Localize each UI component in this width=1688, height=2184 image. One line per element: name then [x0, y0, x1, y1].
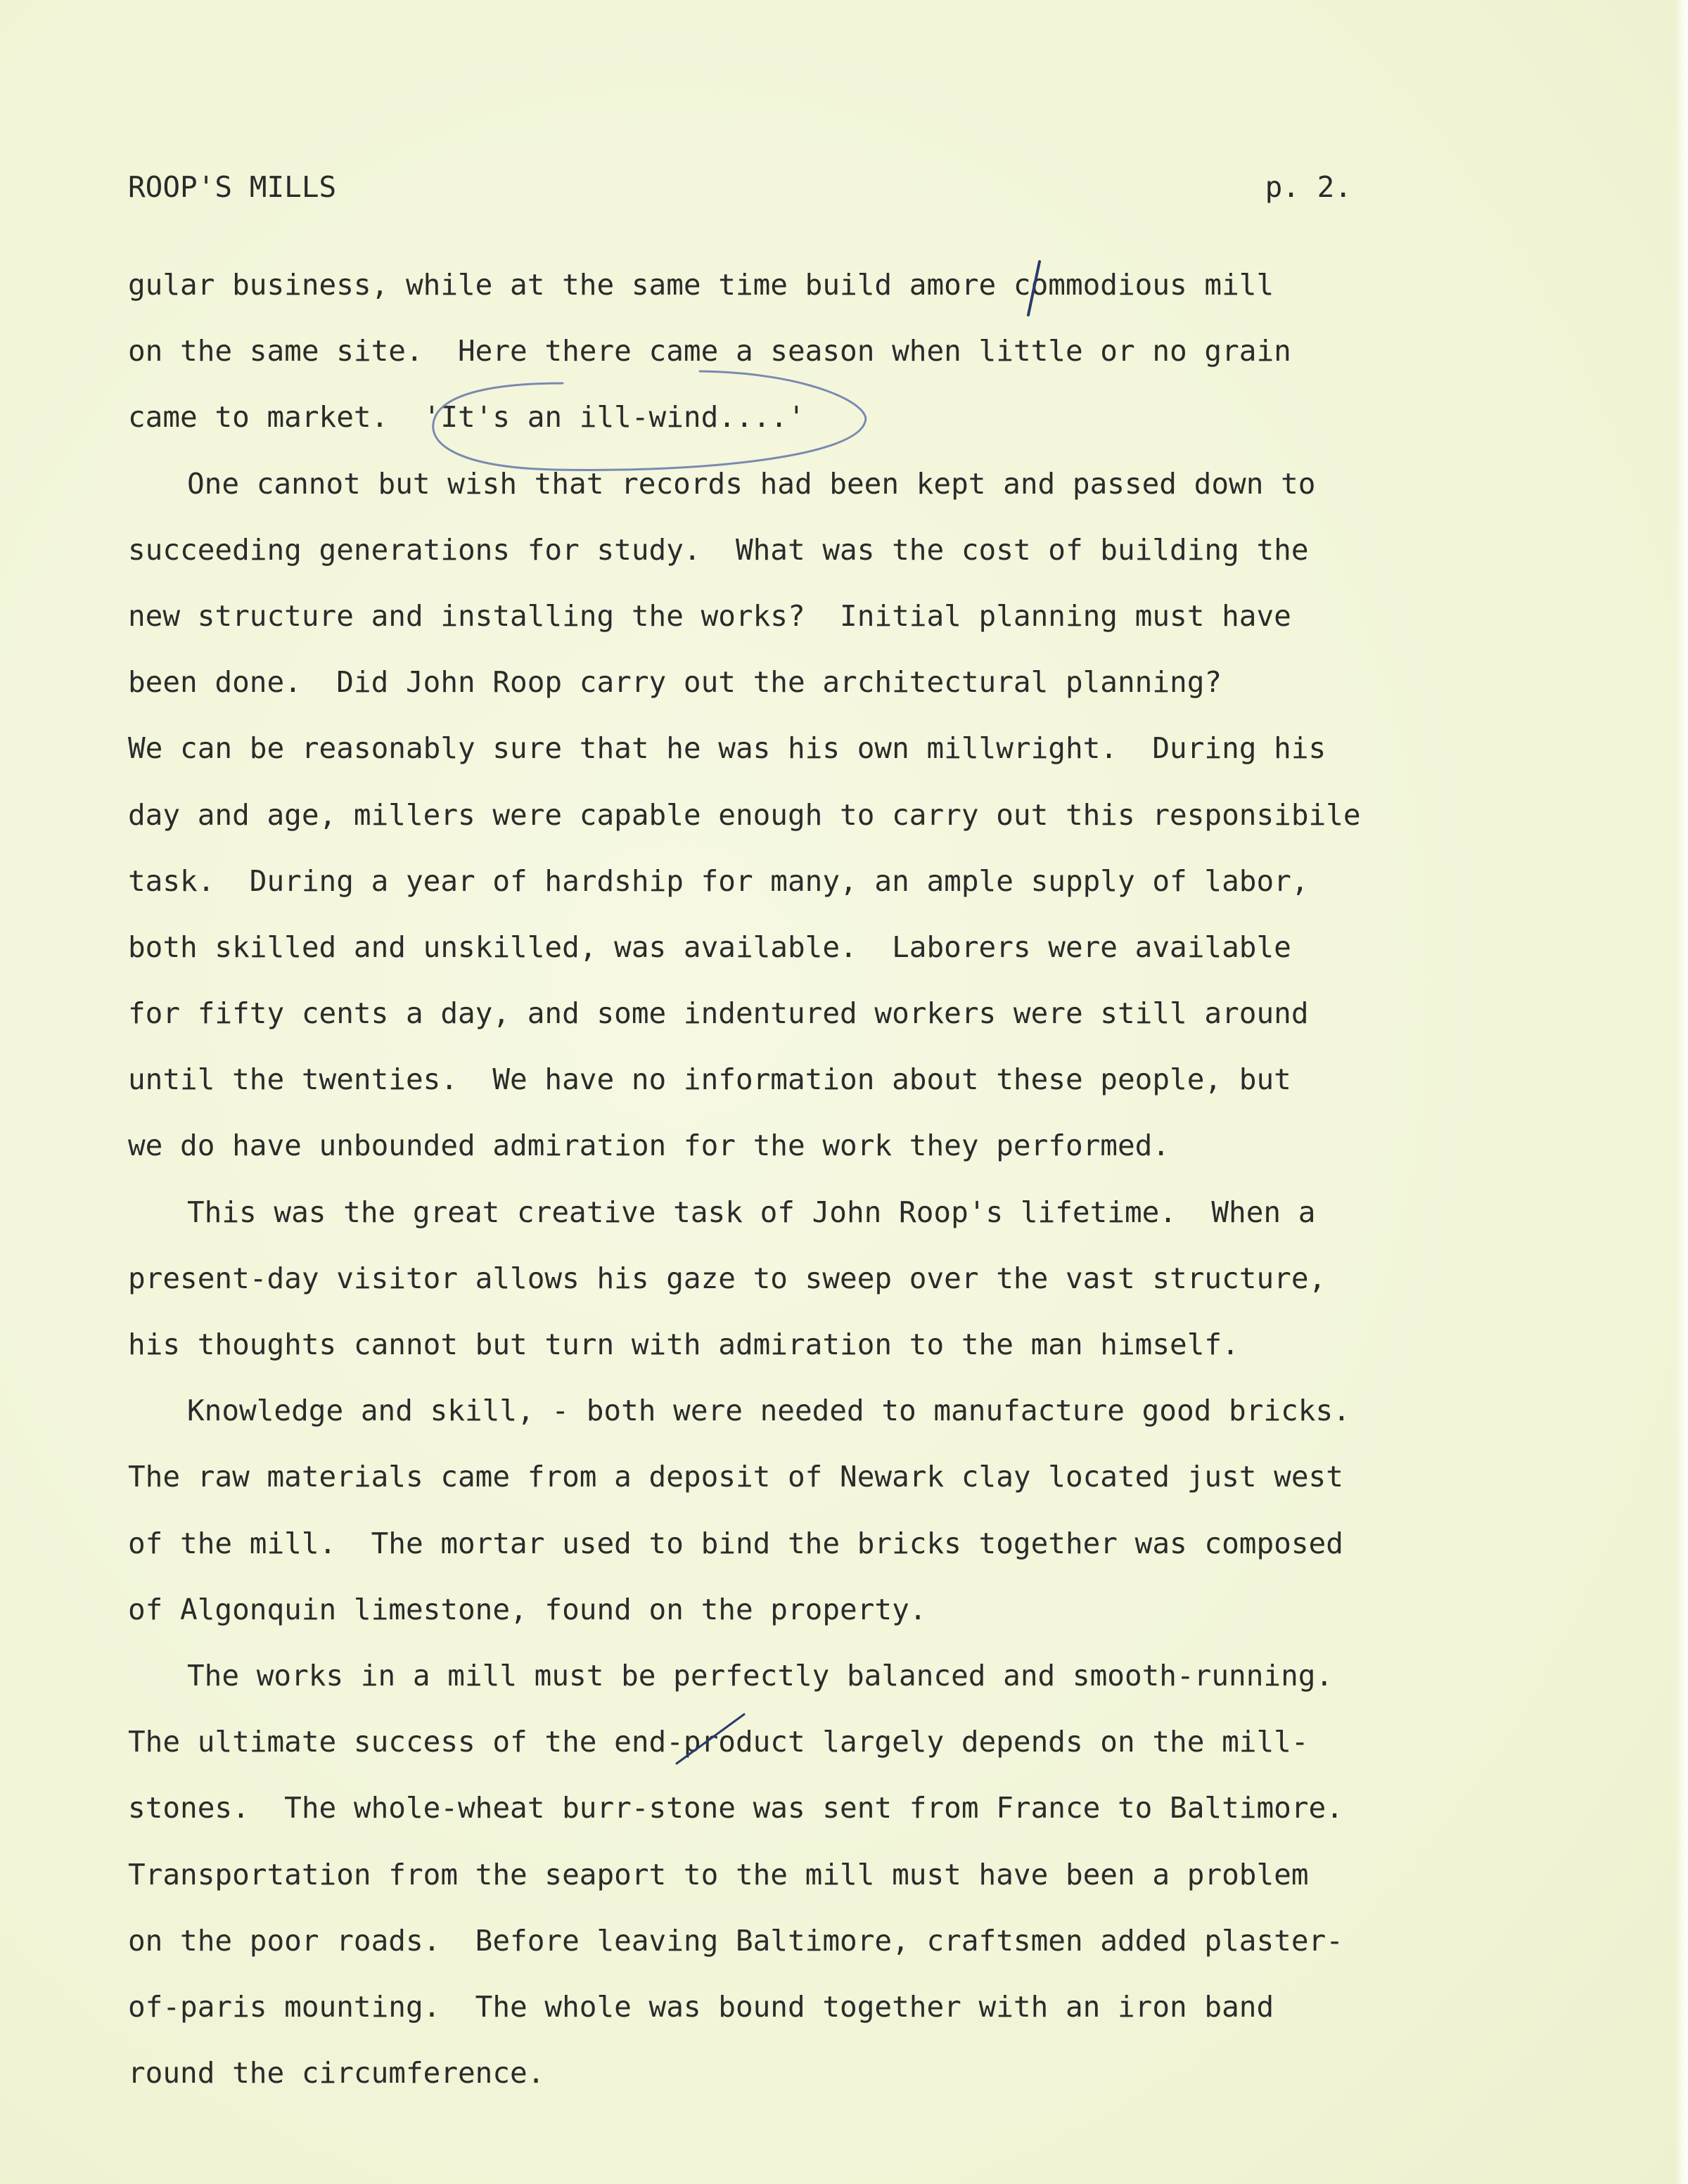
text-line: day and age, millers were capable enough to carry out this responsibile — [128, 797, 1361, 832]
text-line: been done. Did John Roop carry out the architectural planning? — [128, 665, 1222, 700]
typed-body — [128, 260, 1577, 2114]
text-line: succeeding generations for study. What was the cost of building the — [128, 532, 1309, 567]
text-line: his thoughts cannot but turn with admiration to the man himself. — [128, 1328, 1239, 1361]
page-number: p. 2. — [1265, 170, 1352, 204]
text-line: round the circumference. — [128, 2056, 545, 2090]
text-line: Transportation from the seaport to the mill must have been a problem — [128, 1857, 1309, 1891]
text-line: The ultimate success of the end-product largely depends on the mill- — [128, 1725, 1309, 1759]
text-line: for fifty cents a day, and some indentured workers were still around — [128, 996, 1309, 1031]
paragraph-start-line: Knowledge and skill, - both were needed to manufacture good bricks. — [187, 1394, 1350, 1428]
text-line: of-paris mounting. The whole was bound together with an iron band — [128, 1989, 1274, 2024]
text-line: stones. The whole-wheat burr-stone was sent from France to Baltimore. — [128, 1791, 1343, 1825]
text-line: on the poor roads. Before leaving Baltimore, craftsmen added plaster- — [128, 1923, 1343, 1958]
text-line: present-day visitor allows his gaze to sweep over the vast structure, — [128, 1261, 1326, 1295]
text-line: on the same site. Here there came a season when little or no grain — [128, 334, 1291, 368]
text-line: until the twenties. We have no information about these people, but — [128, 1062, 1291, 1097]
document-title: ROOP'S MILLS — [128, 170, 337, 204]
text-line: We can be reasonably sure that he was his own millwright. During his — [128, 731, 1326, 766]
text-line: The raw materials came from a deposit of Newark clay located just west — [128, 1460, 1343, 1494]
page-header — [128, 170, 1366, 212]
text-line: of the mill. The mortar used to bind the bricks together was composed — [128, 1526, 1343, 1560]
page-edge — [1675, 0, 1688, 2184]
text-line: new structure and installing the works? Initial planning must have — [128, 598, 1291, 633]
paragraph-start-line: This was the great creative task of John Roop's lifetime. When a — [187, 1195, 1316, 1229]
text-line: of Algonquin limestone, found on the property. — [128, 1592, 927, 1626]
text-line: task. During a year of hardship for many, an ample supply of labor, — [128, 863, 1309, 898]
text-line: we do have unbounded admiration for the work they performed. — [128, 1129, 1170, 1163]
paragraph-start-line: One cannot but wish that records had been kept and passed down to — [187, 466, 1316, 501]
text-line: came to market. 'It's an ill-wind....' — [128, 400, 805, 435]
text-line: gular business, while at the same time build amore commodious mill — [128, 268, 1274, 302]
text-line: both skilled and unskilled, was available. Laborers were available — [128, 930, 1291, 964]
paragraph-start-line: The works in a mill must be perfectly balanced and smooth-running. — [187, 1658, 1334, 1692]
